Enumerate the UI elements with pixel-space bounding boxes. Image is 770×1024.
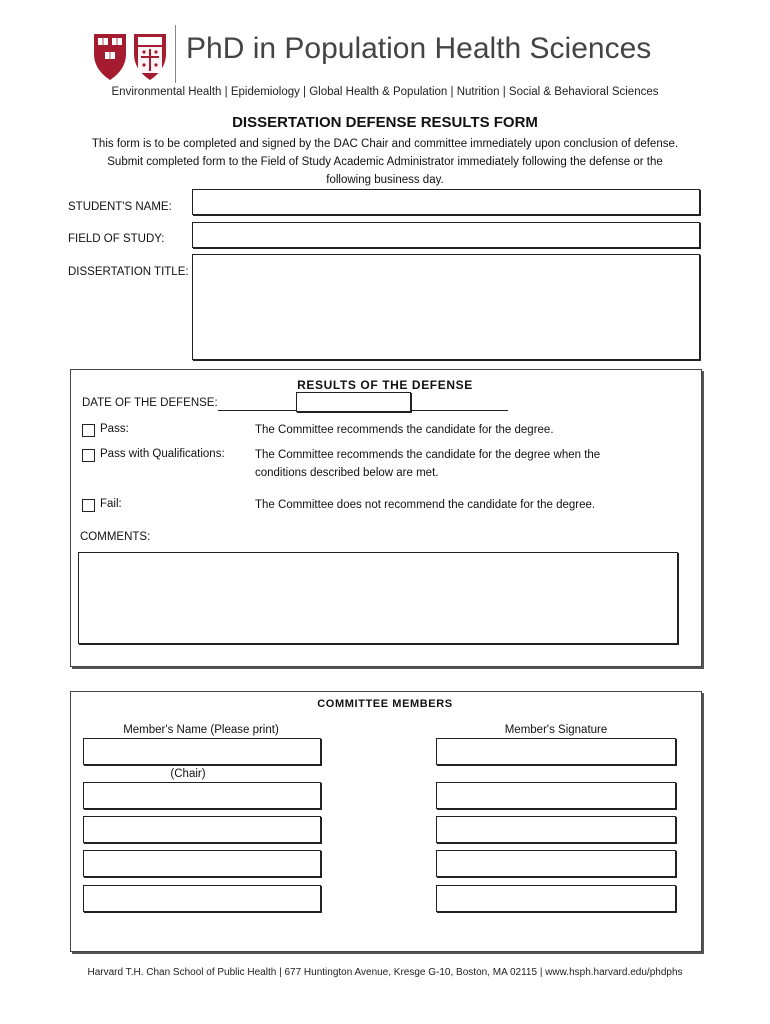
harvard-shields-logo xyxy=(90,26,174,82)
fail-checkbox[interactable] xyxy=(82,499,95,512)
member-name-input[interactable] xyxy=(83,850,321,877)
member-signature-header: Member's Signature xyxy=(504,724,608,736)
results-section-title: RESULTS OF THE DEFENSE xyxy=(297,378,473,392)
member-signature-input[interactable] xyxy=(436,816,676,843)
member-name-input[interactable] xyxy=(83,782,321,809)
instruction-line: Submit completed form to the Field of Study Academic Administrator immediately following the defense or the xyxy=(107,156,663,168)
field-of-study-input[interactable] xyxy=(192,222,700,248)
instruction-line: This form is to be completed and signed by the DAC Chair and committee immediately upon conclusion of defense. xyxy=(91,138,679,150)
chair-note: (Chair) xyxy=(170,768,206,780)
description-line: conditions described below are met. xyxy=(255,467,439,479)
member-signature-input[interactable] xyxy=(436,885,676,912)
dissertation-title-label: DISSERTATION TITLE: xyxy=(68,266,189,278)
program-title: PhD in Population Health Sciences xyxy=(186,32,652,65)
public-health-shield-icon xyxy=(134,34,166,80)
member-signature-input[interactable] xyxy=(436,738,676,765)
header-divider xyxy=(175,25,176,83)
harvard-shield-icon xyxy=(94,34,126,80)
defense-date-label: DATE OF THE DEFENSE: xyxy=(82,397,218,409)
member-signature-input[interactable] xyxy=(436,850,676,877)
pass-with-qualifications-checkbox[interactable] xyxy=(82,449,95,462)
description-line: The Committee recommends the candidate for the degree when the xyxy=(255,449,601,461)
pass-label: Pass: xyxy=(100,423,129,435)
student-name-input[interactable] xyxy=(192,189,700,215)
member-name-input[interactable] xyxy=(83,738,321,765)
fail-description: The Committee does not recommend the candidate for the degree. xyxy=(255,499,596,511)
member-name-input[interactable] xyxy=(83,885,321,912)
dissertation-title-input[interactable] xyxy=(192,254,700,360)
fields-of-study-line: Environmental Health | Epidemiology | Global Health & Population | Nutrition | Social & Behavioral Sciences xyxy=(111,86,659,98)
form-instructions xyxy=(70,135,700,189)
student-name-label: STUDENT'S NAME: xyxy=(68,201,172,213)
pass-description: The Committee recommends the candidate for the degree. xyxy=(255,424,554,436)
pass-with-qualifications-label: Pass with Qualifications: xyxy=(100,448,225,460)
comments-input[interactable] xyxy=(78,552,678,644)
fail-label: Fail: xyxy=(100,498,122,510)
instruction-line: following business day. xyxy=(326,174,444,186)
pass-with-qualifications-description xyxy=(255,446,685,482)
pass-checkbox[interactable] xyxy=(82,424,95,437)
comments-label: COMMENTS: xyxy=(80,531,151,543)
form-title: DISSERTATION DEFENSE RESULTS FORM xyxy=(232,114,538,131)
committee-section-title: COMMITTEE MEMBERS xyxy=(317,698,453,710)
member-signature-input[interactable] xyxy=(436,782,676,809)
field-of-study-label: FIELD OF STUDY: xyxy=(68,233,165,245)
defense-date-input[interactable] xyxy=(296,392,411,412)
member-name-header: Member's Name (Please print) xyxy=(123,724,279,736)
member-name-input[interactable] xyxy=(83,816,321,843)
footer-address: Harvard T.H. Chan School of Public Health | 677 Huntington Avenue, Kresge G-10, Boston, MA 02115 | www.hsph.harvard.edu/phdphs xyxy=(87,967,683,978)
